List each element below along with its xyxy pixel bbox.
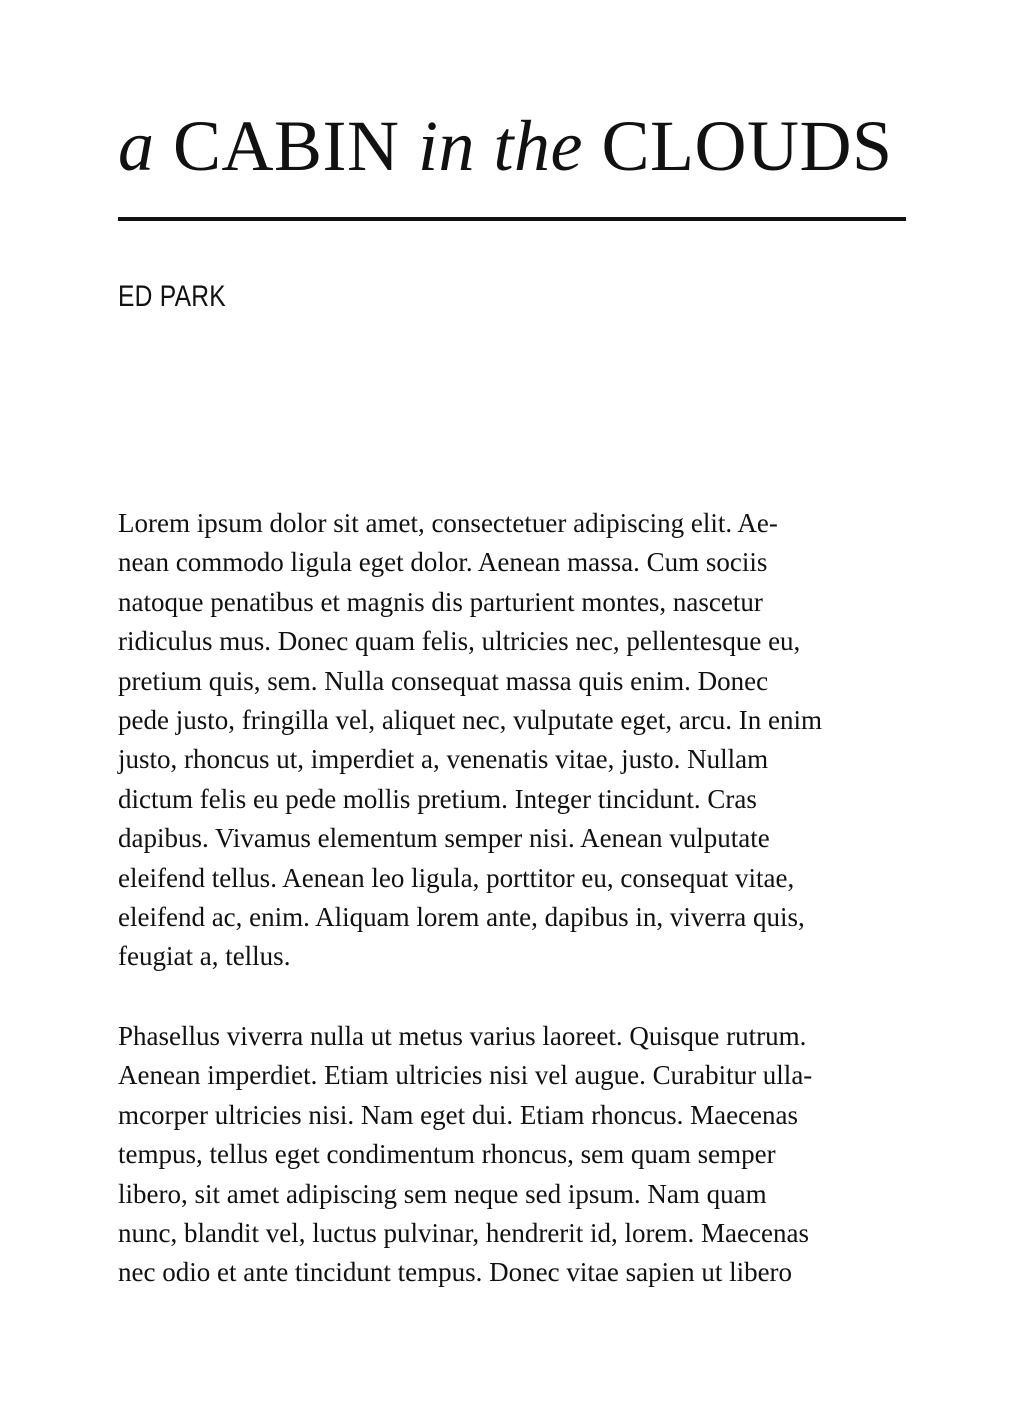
title-part-in-the: in the [418, 106, 583, 186]
paragraph-1 [118, 504, 906, 977]
author-name: ED PARK [118, 280, 226, 313]
text-line: eleifend ac, enim. Aliquam lorem ante, dapibus in, viverra quis, [118, 902, 805, 933]
text-line: nec odio et ante tincidunt tempus. Donec vitae sapien ut libero [118, 1257, 793, 1288]
page-title [118, 104, 918, 188]
text-line: justo, rhoncus ut, imperdiet a, venenatis vitae, justo. Nullam [118, 744, 769, 775]
text-line: natoque penatibus et magnis dis parturient montes, nascetur [118, 586, 763, 617]
text-line: Phasellus viverra nulla ut metus varius laoreet. Quisque rutrum. [118, 1020, 807, 1051]
text-line: libero, sit amet adipiscing sem neque sed ipsum. Nam quam [118, 1178, 767, 1209]
text-line: tempus, tellus eget condimentum rhoncus, sem quam semper [118, 1139, 776, 1170]
text-line: nean commodo ligula eget dolor. Aenean massa. Cum sociis [118, 547, 768, 578]
title-part-clouds: CLOUDS [582, 106, 893, 186]
text-line: dapibus. Vivamus elementum semper nisi. Aenean vulputate [118, 823, 770, 854]
paragraph-2 [118, 1017, 906, 1293]
title-part-a: a [118, 106, 155, 186]
text-line: pede justo, fringilla vel, aliquet nec, vulputate eget, arcu. In enim [118, 705, 823, 736]
body-text [118, 504, 906, 1293]
text-line: ridiculus mus. Donec quam felis, ultricies nec, pellentesque eu, [118, 626, 801, 657]
title-part-cabin: CABIN [154, 106, 419, 186]
text-line: feugiat a, tellus. [118, 941, 291, 972]
text-line: eleifend tellus. Aenean leo ligula, porttitor eu, consequat vitae, [118, 862, 795, 893]
text-line: nunc, blandit vel, luctus pulvinar, hendrerit id, lorem. Maecenas [118, 1217, 809, 1248]
title-divider [118, 217, 906, 221]
text-line: Aenean imperdiet. Etiam ultricies nisi vel augue. Curabitur ulla- [118, 1060, 813, 1091]
text-line: dictum felis eu pede mollis pretium. Integer tincidunt. Cras [118, 783, 757, 814]
text-line: pretium quis, sem. Nulla consequat massa quis enim. Donec [118, 665, 769, 696]
text-line: Lorem ipsum dolor sit amet, consectetuer adipiscing elit. Ae- [118, 508, 778, 538]
text-line: mcorper ultricies nisi. Nam eget dui. Etiam rhoncus. Maecenas [118, 1099, 799, 1130]
